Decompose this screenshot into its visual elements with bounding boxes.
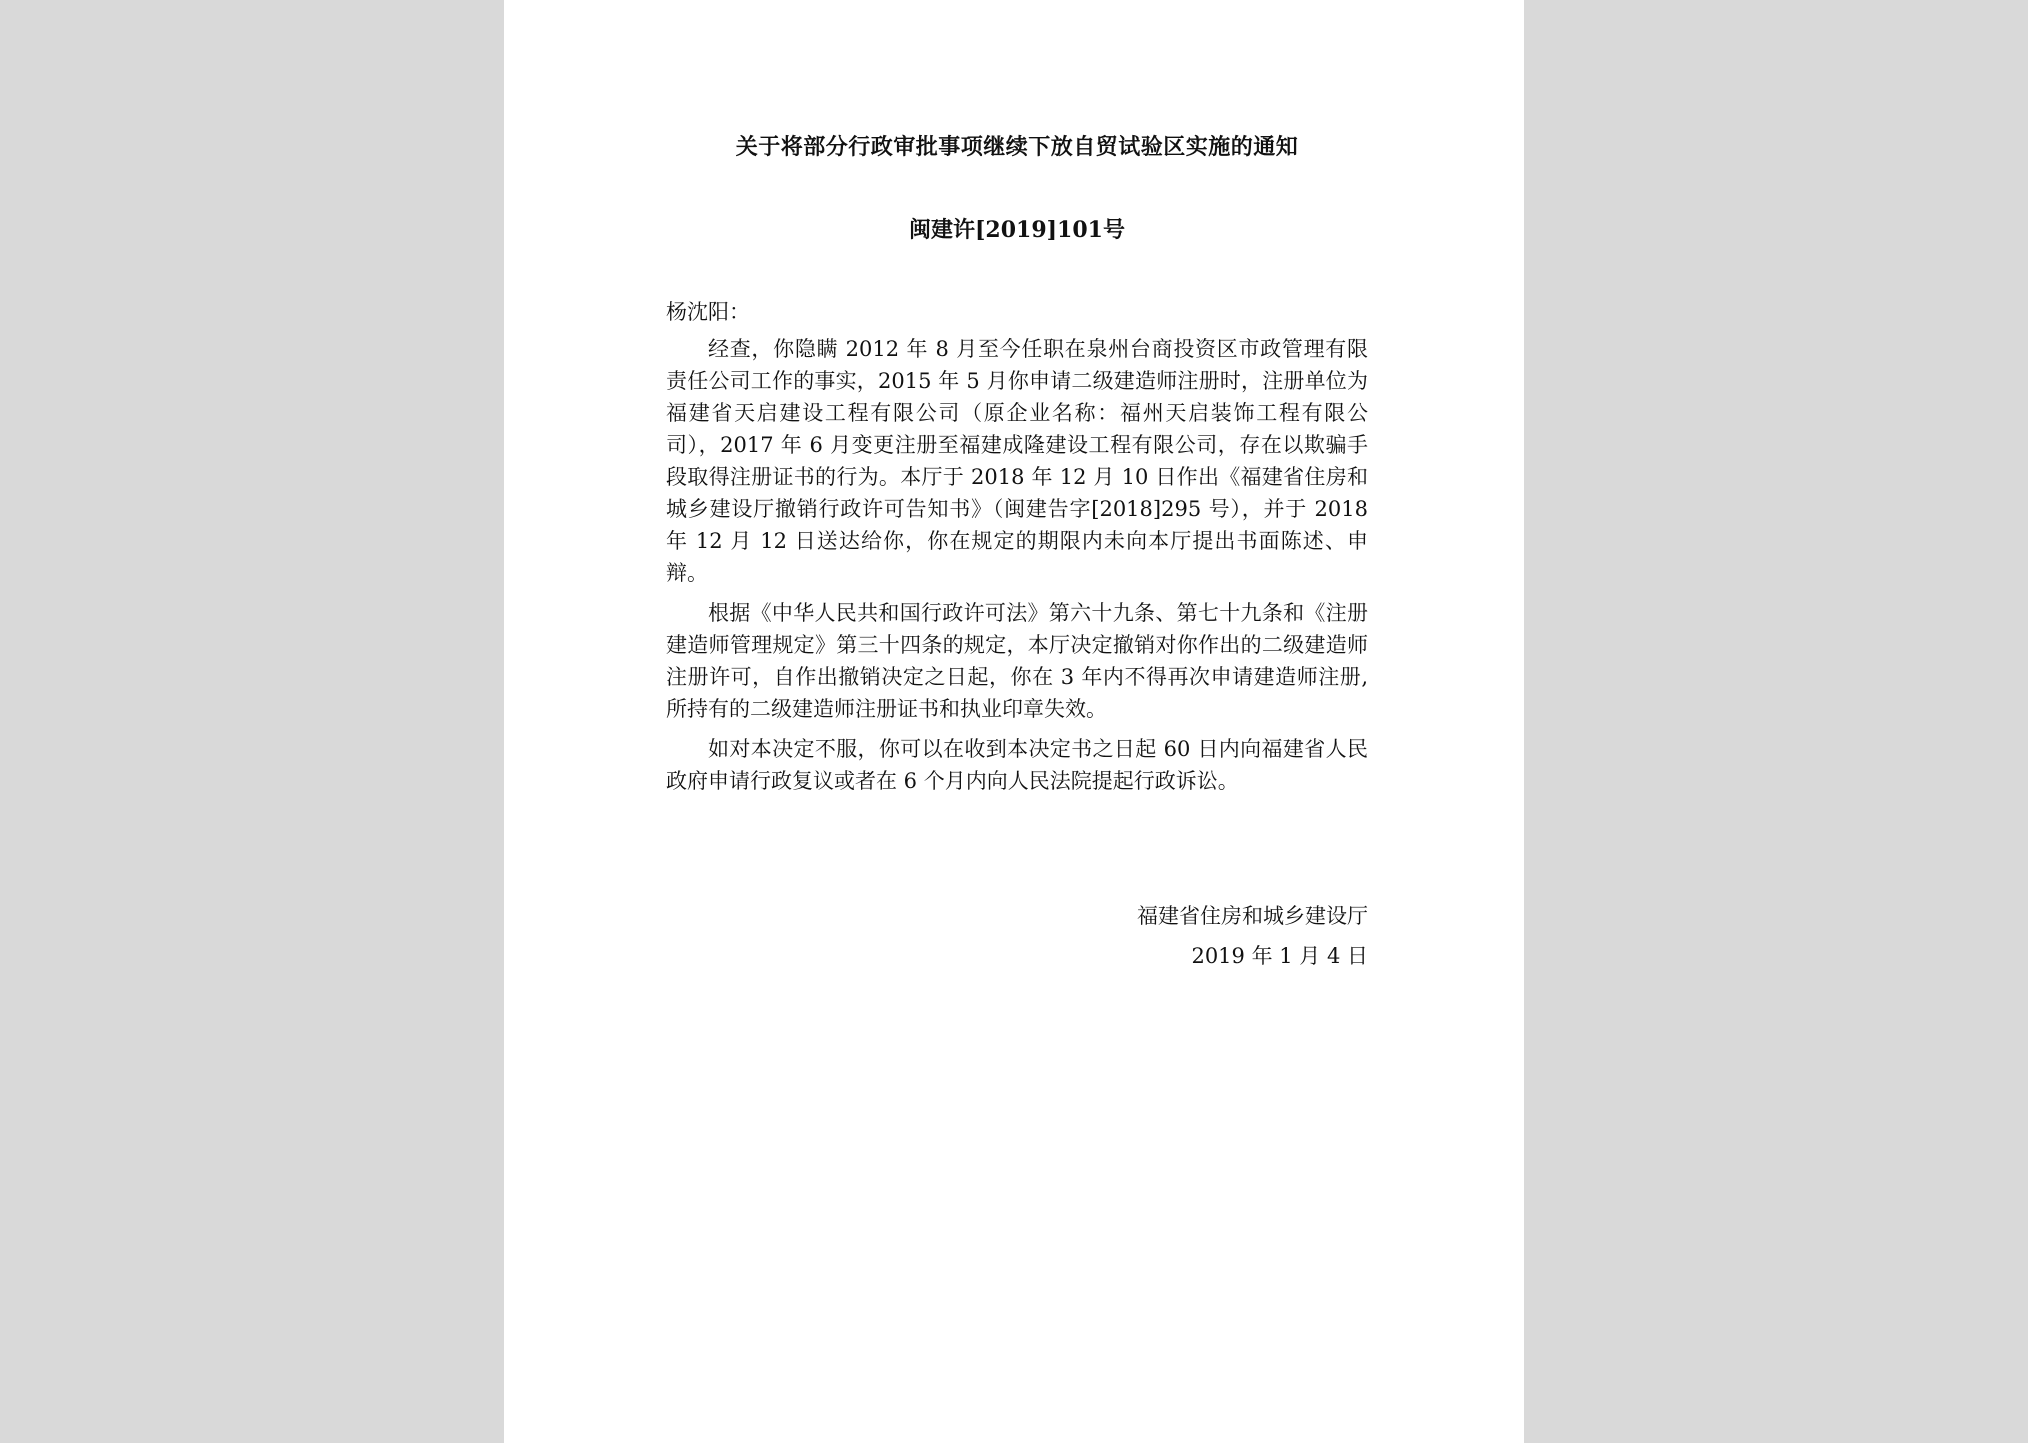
document-page	[504, 0, 1524, 1443]
body-paragraph: 根据《中华人民共和国行政许可法》第六十九条、第七十九条和《注册建造师管理规定》第三十四条的规定，本厅决定撤销对你作出的二级建造师注册许可，自作出撤销决定之日起，你在 3 年内不得再次申请建造师注册,所持有的二级建造师注册证书和执业印章失效。	[666, 601, 1368, 721]
recipient: 杨沈阳：	[666, 300, 750, 324]
body-paragraph: 经查，你隐瞒 2012 年 8 月至今任职在泉州台商投资区市政管理有限责任公司工作的事实，2015 年 5 月你申请二级建造师注册时，注册单位为福建省天启建设工程有限公司（原企业名称：福州天启装饰工程有限公司），2017 年 6 月变更注册至福建成隆建设工程有限公司，存在以欺骗手段取得注册证书的行为。本厅于 2018 年 12 月 10 日作出《福建省住房和城乡建设厅撤销行政许可告知书》（闽建告字[2018]295 号），并于 2018 年 12 月 12 日送达给你，你在规定的期限内未向本厅提出书面陈述、申辩。	[666, 337, 1368, 585]
issuer: 福建省住房和城乡建设厅	[1137, 904, 1368, 928]
issue-date: 2019 年 1 月 4 日	[1191, 944, 1368, 968]
document-number: 闽建许[2019]101号	[909, 217, 1125, 243]
body-paragraph: 如对本决定不服，你可以在收到本决定书之日起 60 日内向福建省人民政府申请行政复议或者在 6 个月内向人民法院提起行政诉讼。	[666, 737, 1368, 793]
signature-block	[666, 896, 1368, 976]
document-body	[666, 333, 1368, 805]
document-title: 关于将部分行政审批事项继续下放自贸试验区实施的通知	[735, 134, 1299, 160]
